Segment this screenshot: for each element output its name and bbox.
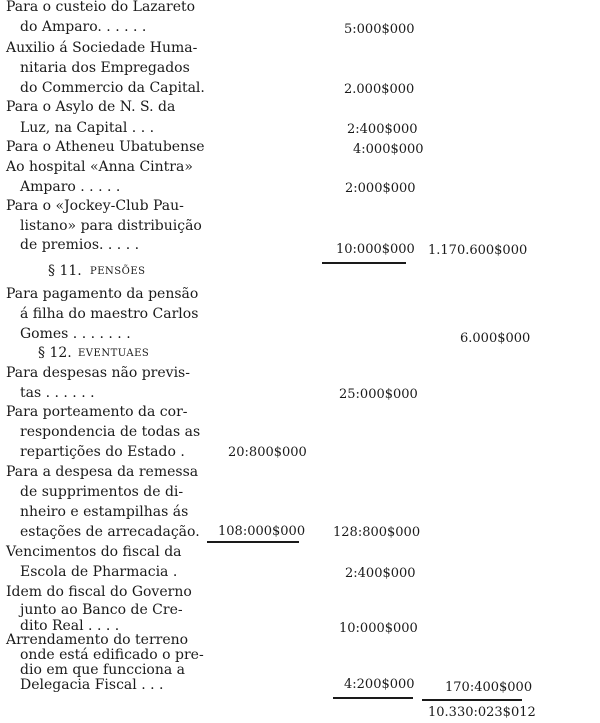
text-line: Para o custeio do Lazareto (6, 0, 196, 15)
text-line: Luz, na Capital . . . (20, 120, 155, 136)
text-line: Para despesas não previs- (6, 365, 190, 381)
amount: 1.170.600$000 (428, 243, 528, 258)
amount: 25:000$000 (339, 387, 418, 402)
amount: 10:000$000 (339, 621, 418, 636)
amount: 10:000$000 (336, 242, 415, 257)
section-number: § 11. (48, 263, 82, 279)
amount: 2:400$000 (345, 566, 416, 581)
amount: 5:000$000 (344, 22, 415, 37)
text-line: á filha do maestro Carlos (20, 306, 199, 322)
text-line: Para o «Jockey-Club Pau- (6, 198, 184, 214)
text-line: Auxilio á Sociedade Huma- (6, 40, 198, 56)
amount: 4:200$000 (344, 677, 415, 692)
text-line: Ao hospital «Anna Cintra» (6, 159, 193, 175)
amount: 128:800$000 (333, 525, 421, 540)
sum-rule (422, 699, 522, 701)
sum-rule (207, 541, 299, 543)
text-line: dito Real . . . . (20, 618, 120, 634)
sum-rule (333, 697, 413, 699)
amount: 170:400$000 (445, 680, 533, 695)
amount: 20:800$000 (228, 445, 307, 460)
amount: 2.000$000 (344, 82, 415, 97)
section-heading: PENSÕES (90, 266, 146, 277)
text-line: estações de arrecadação. (20, 524, 200, 540)
grand-total: 10.330:023$012 (428, 705, 536, 720)
text-line: Para porteamento da cor- (6, 404, 188, 420)
text-line: nheiro e estampilhas ás (20, 504, 189, 520)
text-line: do Commercio da Capital. (20, 80, 205, 96)
text-line: do Amparo. . . . . . (20, 19, 147, 35)
text-line: Para a despesa da remessa (6, 464, 199, 480)
text-line: tas . . . . . . (20, 385, 95, 401)
amount: 2:000$000 (345, 181, 416, 196)
text-line: repartições do Estado . (20, 444, 185, 460)
text-line: nitaria dos Empregados (20, 60, 190, 76)
text-line: Vencimentos do fiscal da (6, 544, 182, 560)
text-line: Arrendamento do terreno (6, 632, 189, 648)
sum-rule (322, 262, 406, 264)
text-line: dio em que funcciona a (20, 662, 186, 678)
text-line: de supprimentos de di- (20, 484, 184, 500)
amount: 6.000$000 (460, 331, 531, 346)
text-line: onde está edificado o pre- (20, 647, 204, 663)
text-line: Escola de Pharmacia . (20, 564, 178, 580)
text-line: Para o Atheneu Ubatubense (6, 139, 205, 155)
amount: 108:000$000 (218, 524, 306, 539)
text-line: junto ao Banco de Cre- (20, 602, 183, 618)
text-line: Gomes . . . . . . . (20, 326, 131, 342)
text-line: Para o Asylo de N. S. da (6, 99, 176, 115)
amount: 4:000$000 (353, 142, 424, 157)
text-line: Idem do fiscal do Governo (6, 584, 192, 600)
text-line: listano» para distribuição (20, 218, 202, 234)
section-number: § 12. (38, 345, 72, 361)
text-line: Para pagamento da pensão (6, 286, 199, 302)
text-line: Amparo . . . . . (20, 179, 121, 195)
text-line: de premios. . . . . (20, 237, 140, 253)
text-line: Delegacia Fiscal . . . (20, 677, 164, 693)
text-line: respondencia de todas as (20, 424, 201, 440)
section-heading: EVENTUAES (78, 348, 150, 359)
amount: 2:400$000 (347, 122, 418, 137)
